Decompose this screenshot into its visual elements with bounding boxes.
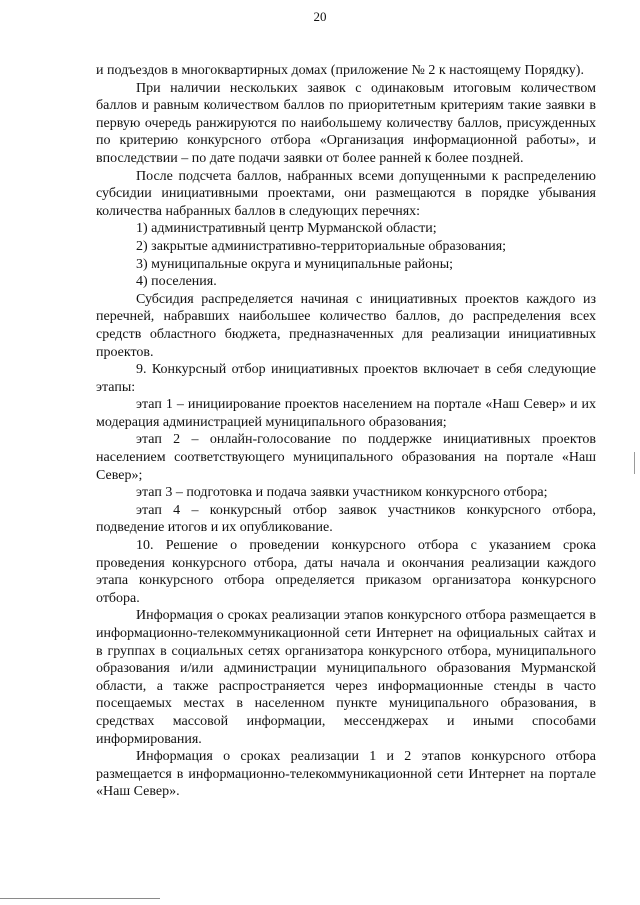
paragraph-tie-breaking: При наличии нескольких заявок с одинаковым итоговым количеством баллов и равным количеством баллов по приоритетным критериям такие заявки в первую очередь ранжируются по наибольшему количеству баллов, присужденных по критерию конкурсного отбора «Организация информационной работы», и впоследствии – по дате подачи заявки от более ранней к более поздней. [96, 80, 596, 166]
stage-1: этап 1 – инициирование проектов населением на портале «Наш Север» и их модерация администрацией муниципального образования; [96, 397, 596, 430]
paragraph-subsidy-distribution: Субсидия распределяется начиная с инициативных проектов каждого из перечней, набравших наибольшее количество баллов, до распределения всех средств областного бюджета, предназначенных для реализации инициативных проектов. [96, 291, 596, 360]
stage-2: этап 2 – онлайн-голосование по поддержке инициативных проектов населением соответствующего муниципального образования на портале «Наш Север»; [96, 432, 596, 483]
paragraph-stages-1-2-info: Информация о сроках реализации 1 и 2 этапов конкурсного отбора размещается в информационно-телекоммуникационной сети Интернет на портале «Наш Север». [96, 749, 596, 800]
paragraph-ranking-lists: После подсчета баллов, набранных всеми допущенными к распределению субсидии инициативными проектами, они размещаются в порядке убывания количества набранных баллов в следующих перечнях: [96, 168, 596, 219]
margin-tick [634, 452, 635, 474]
footer-line [0, 898, 160, 899]
stage-4: этап 4 – конкурсный отбор заявок участников конкурсного отбора, подведение итогов и их опубликование. [96, 502, 596, 536]
page-number: 20 [313, 9, 327, 24]
stage-3: этап 3 – подготовка и подача заявки участником конкурсного отбора; [136, 485, 548, 501]
document-body [96, 62, 596, 801]
paragraph-section-10: 10. Решение о проведении конкурсного отбора с указанием срока проведения конкурсного отбора, даты начала и окончания реализации каждого этапа конкурсного отбора определяется приказом организатора конкурсного отбора. [96, 538, 596, 606]
list-item-closed-territories: 2) закрытые административно-территориальные образования; [136, 238, 507, 254]
list-item-admin-center: 1) административный центр Мурманской области; [136, 221, 437, 237]
paragraph-continuation: и подъездов в многоквартирных домах (приложение № 2 к настоящему Порядку). [96, 63, 584, 78]
paragraph-section-9: 9. Конкурсный отбор инициативных проектов включает в себя следующие этапы: [96, 362, 596, 395]
list-item-settlements: 4) поселения. [136, 274, 217, 290]
paragraph-information-placement: Информация о сроках реализации этапов конкурсного отбора размещается в информационно-телекоммуникационной сети Интернет на официальных сайтах и в группах в социальных сетях организатора конкурсного отбора, муниципального образования и/или администрации муниципального образования Мурманской области, а также распространяется через информационные стенды в часто посещаемых местах в населенном пункте муниципального образования, в средствах массовой информации, мессенджерах и иными способами информирования. [96, 608, 596, 747]
list-item-districts: 3) муниципальные округа и муниципальные районы; [136, 256, 454, 272]
